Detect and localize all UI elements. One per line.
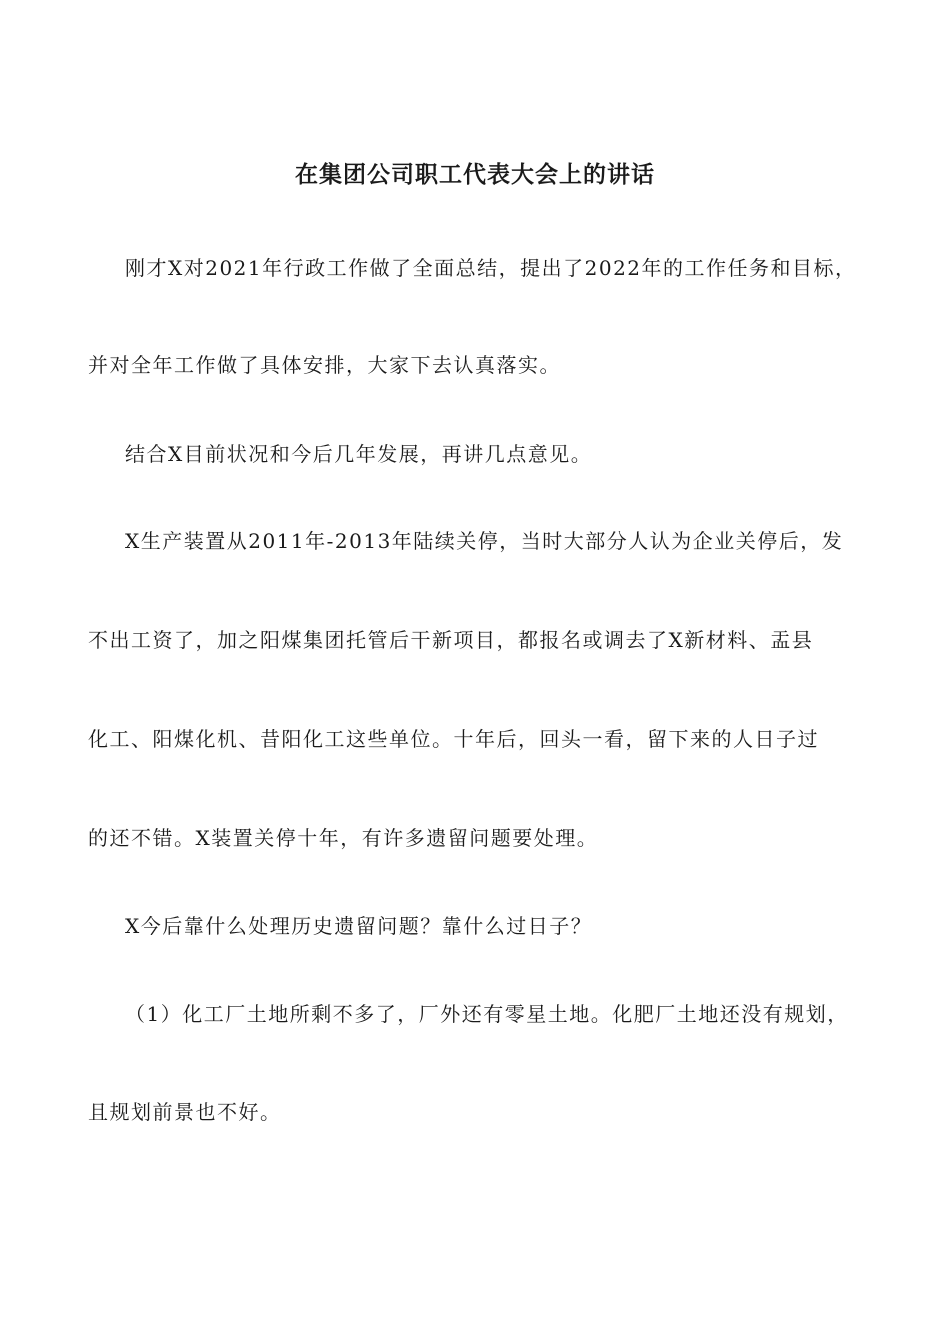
paragraph-line: （1）化工厂土地所剩不多了，厂外还有零星土地。化肥厂土地还没有规划， — [125, 1002, 849, 1026]
paragraph-line: 结合X目前状况和今后几年发展，再讲几点意见。 — [125, 442, 593, 466]
paragraph-line: 刚才X对2021年行政工作做了全面总结，提出了2022年的工作任务和目标， — [125, 256, 857, 280]
paragraph-line: X今后靠什么处理历史遗留问题？靠什么过日子？ — [125, 914, 593, 938]
paragraph-line: 不出工资了，加之阳煤集团托管后干新项目，都报名或调去了X新材料、盂县 — [88, 628, 814, 652]
paragraph-line: X生产装置从2011年-2013年陆续关停，当时大部分人认为企业关停后，发 — [125, 529, 844, 553]
paragraph-line: 的还不错。X装置关停十年，有许多遗留问题要处理。 — [88, 826, 599, 850]
paragraph-line: 且规划前景也不好。 — [88, 1100, 282, 1124]
document-title: 在集团公司职工代表大会上的讲话 — [295, 161, 655, 188]
paragraph-line: 化工、阳煤化机、昔阳化工这些单位。十年后，回头一看，留下来的人日子过 — [88, 727, 819, 751]
paragraph-line: 并对全年工作做了具体安排，大家下去认真落实。 — [88, 353, 561, 377]
